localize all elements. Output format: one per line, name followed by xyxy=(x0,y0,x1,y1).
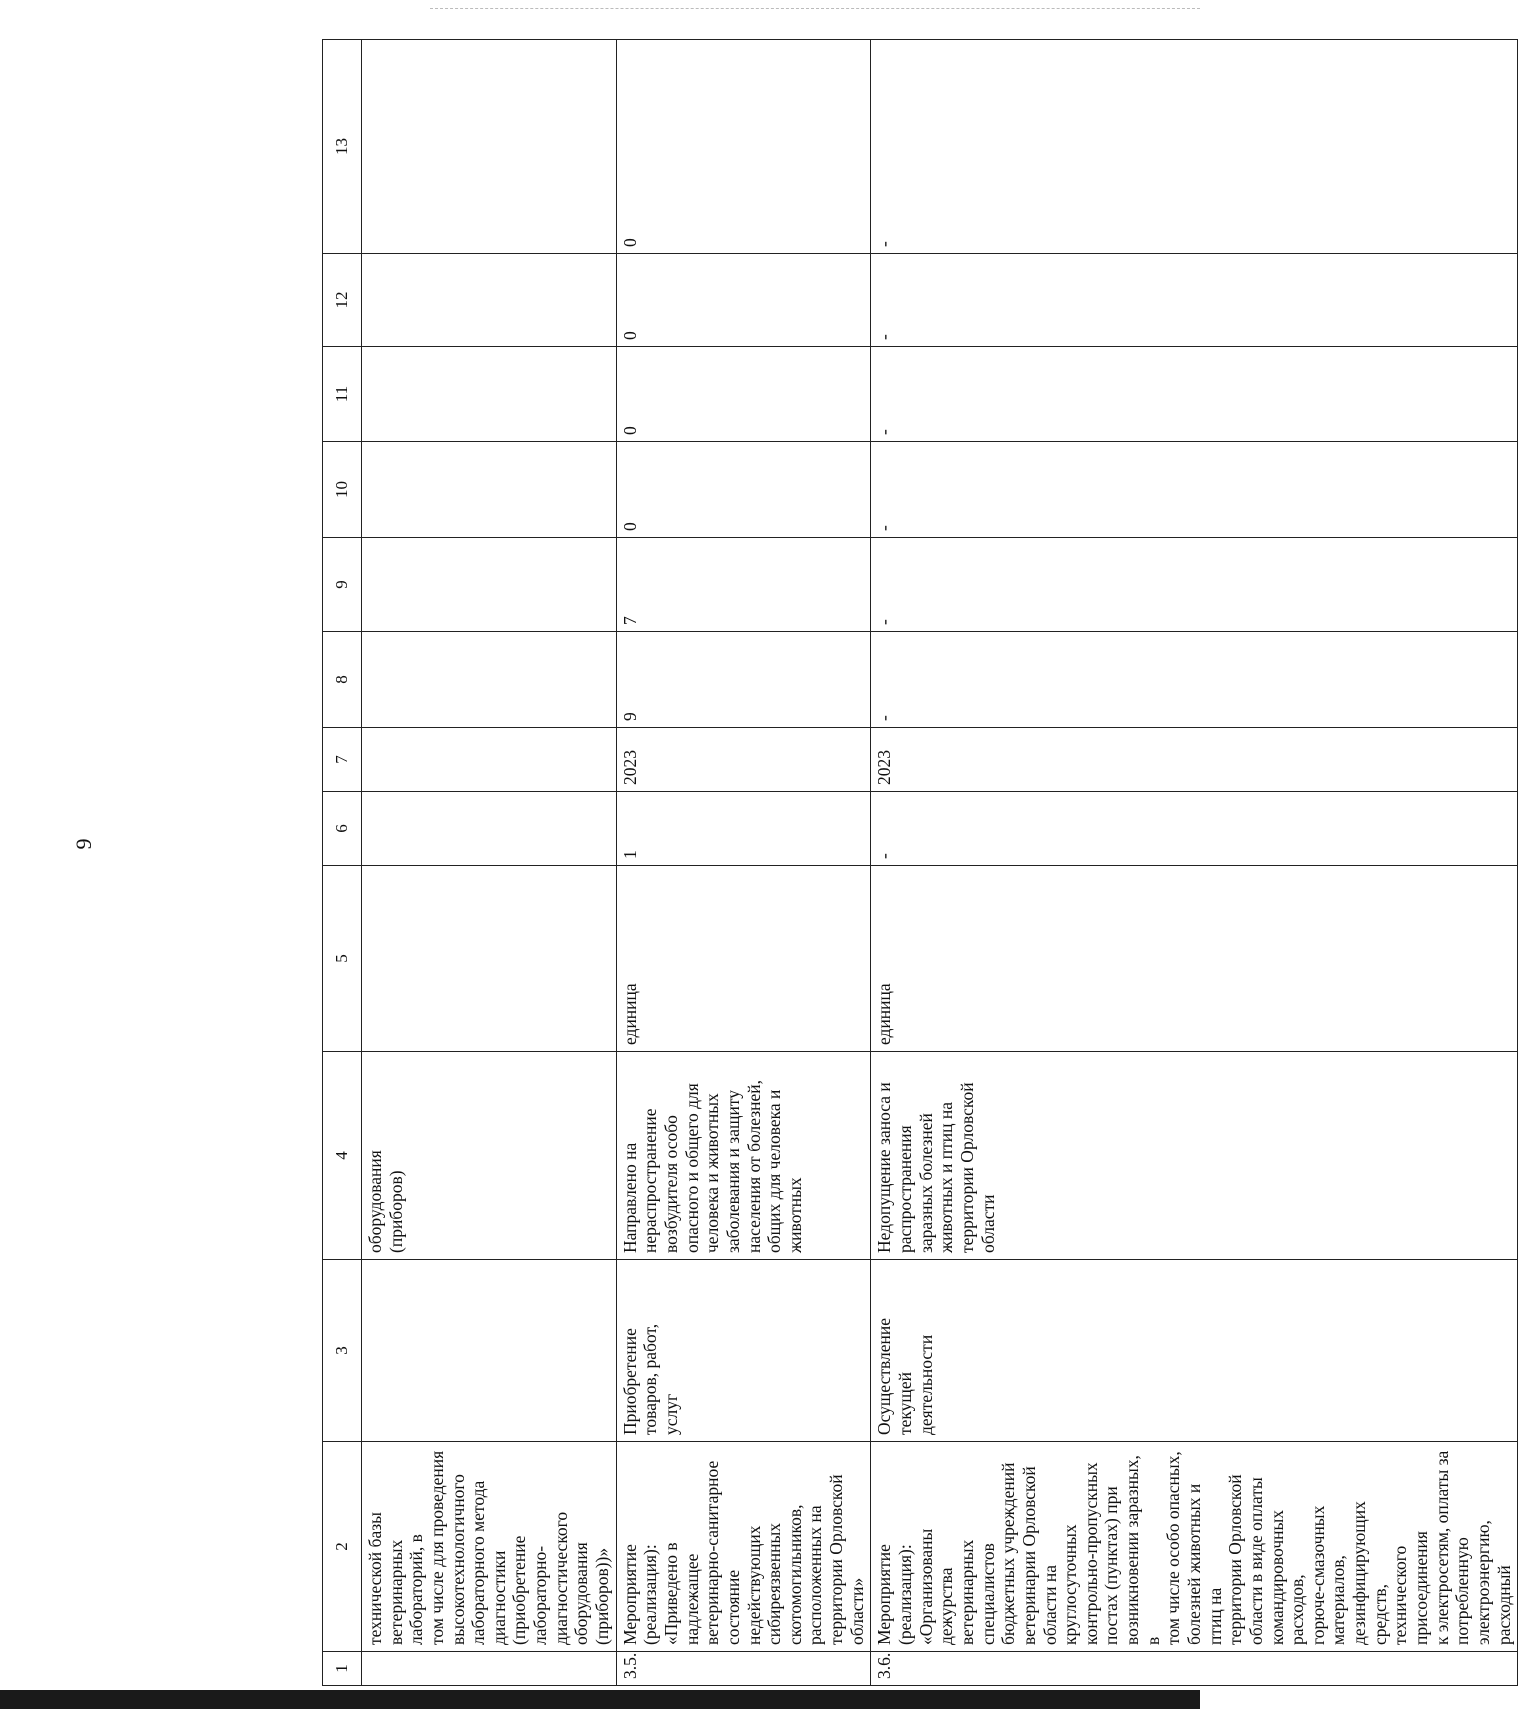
value-cell: - xyxy=(871,347,1518,442)
row-number-cell: 3.6. xyxy=(871,1652,1518,1686)
year-cell xyxy=(362,728,617,792)
activity-characteristic-cell: оборудования (приборов) xyxy=(362,1052,617,1260)
table-row xyxy=(871,40,1518,1686)
activity-type-cell xyxy=(362,1260,617,1442)
activity-name-cell: Мероприятие (реализация): «Приведено в надлежащее ветеринарно-санитарное состояние недействующих сибиреязвенных скотомогильников, расположенных на территории Орловской области» xyxy=(616,1442,871,1652)
unit-cell: единица xyxy=(871,866,1518,1052)
value-cell xyxy=(362,538,617,632)
value-cell: - xyxy=(871,792,1518,866)
program-activities-table xyxy=(322,39,1518,1686)
value-cell: 0 xyxy=(616,347,871,442)
activity-characteristic-cell: Направлено на нераспространение возбудителя особо опасного и общего для человека и животных заболевания и защиту населения от болезней, общих для человека и животных xyxy=(616,1052,871,1260)
value-cell: - xyxy=(871,632,1518,728)
year-cell: 2023 xyxy=(871,728,1518,792)
column-number: 10 xyxy=(323,442,362,538)
value-cell: 0 xyxy=(616,442,871,538)
column-number: 6 xyxy=(323,792,362,866)
top-edge-line xyxy=(430,8,1200,9)
value-cell: - xyxy=(871,254,1518,347)
column-number: 3 xyxy=(323,1260,362,1442)
column-number: 5 xyxy=(323,866,362,1052)
table-row xyxy=(362,40,617,1686)
column-number-header-row xyxy=(323,40,362,1686)
scan-bottom-edge xyxy=(0,1690,1200,1709)
value-cell: 1 xyxy=(616,792,871,866)
column-number: 2 xyxy=(323,1442,362,1652)
page-number: 9 xyxy=(71,838,96,850)
value-cell xyxy=(362,792,617,866)
value-cell: - xyxy=(871,40,1518,254)
activity-name-cell: технической базы ветеринарных лабораторий, в том числе для проведения высокотехнологичного лабораторного метода диагностики (приобретение лабораторно- диагностического оборудования (приборов))» xyxy=(362,1442,617,1652)
value-cell: 0 xyxy=(616,254,871,347)
table-row xyxy=(616,40,871,1686)
value-cell: - xyxy=(871,538,1518,632)
column-number: 7 xyxy=(323,728,362,792)
activity-name-cell: Мероприятие (реализация): «Организованы дежурства ветеринарных специалистов бюджетных учреждений ветеринарии Орловской области на круглосуточных контрольно-пропускных постах (пунктах) при возникновении заразных, в том числе особо опасных, болезней животных и птиц на территории Орловской области в виде оплаты командировочных расходов, горюче-смазочных материалов, дезинфицирующих средств, технического присоединения к электросетям, оплаты за потребленную электроэнергию, расходный xyxy=(871,1442,1518,1652)
column-number: 4 xyxy=(323,1052,362,1260)
value-cell xyxy=(362,347,617,442)
value-cell: - xyxy=(871,442,1518,538)
activity-type-cell: Приобретение товаров, работ, услуг xyxy=(616,1260,871,1442)
column-number: 13 xyxy=(323,40,362,254)
value-cell xyxy=(362,632,617,728)
column-number: 1 xyxy=(323,1652,362,1686)
unit-cell: единица xyxy=(616,866,871,1052)
value-cell: 0 xyxy=(616,40,871,254)
column-number: 9 xyxy=(323,538,362,632)
column-number: 8 xyxy=(323,632,362,728)
activity-characteristic-cell: Недопущение заноса и распространения заразных болезней животных и птиц на территории Орловской области xyxy=(871,1052,1518,1260)
value-cell xyxy=(362,442,617,538)
row-number-cell: 3.5. xyxy=(616,1652,871,1686)
value-cell: 9 xyxy=(616,632,871,728)
row-number-cell xyxy=(362,1652,617,1686)
value-cell: 7 xyxy=(616,538,871,632)
unit-cell xyxy=(362,866,617,1052)
column-number: 11 xyxy=(323,347,362,442)
column-number: 12 xyxy=(323,254,362,347)
activity-type-cell: Осуществление текущей деятельности xyxy=(871,1260,1518,1442)
rotated-table-container xyxy=(322,40,1514,1686)
year-cell: 2023 xyxy=(616,728,871,792)
value-cell xyxy=(362,254,617,347)
value-cell xyxy=(362,40,617,254)
